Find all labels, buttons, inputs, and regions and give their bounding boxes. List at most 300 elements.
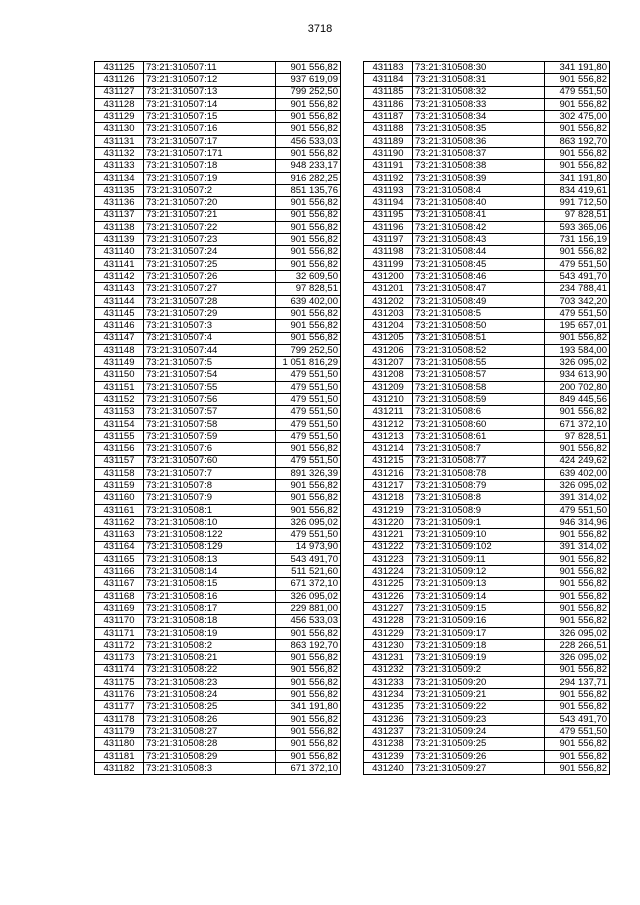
value-cell: 901 556,82 — [276, 123, 341, 135]
row-id-cell: 431222 — [364, 541, 413, 553]
row-id-cell: 431200 — [364, 271, 413, 283]
cadastral-number-cell: 73:21:310508:26 — [144, 713, 276, 725]
cadastral-number-cell: 73:21:310508:59 — [413, 394, 545, 406]
row-id-cell: 431139 — [95, 234, 144, 246]
table-row — [364, 307, 610, 319]
cadastral-number-cell: 73:21:310507:9 — [144, 492, 276, 504]
table-row — [95, 406, 341, 418]
value-cell: 901 556,82 — [276, 98, 341, 110]
table-row — [364, 246, 610, 258]
row-id-cell: 431145 — [95, 307, 144, 319]
value-cell: 456 533,03 — [276, 615, 341, 627]
value-cell: 934 613,90 — [545, 369, 610, 381]
cadastral-number-cell: 73:21:310507:54 — [144, 369, 276, 381]
row-id-cell: 431194 — [364, 197, 413, 209]
table-row — [95, 529, 341, 541]
cadastral-number-cell: 73:21:310508:23 — [144, 676, 276, 688]
value-cell: 543 491,70 — [276, 553, 341, 565]
cadastral-number-cell: 73:21:310508:5 — [413, 307, 545, 319]
cadastral-number-cell: 73:21:310508:39 — [413, 172, 545, 184]
table-row — [364, 74, 610, 86]
cadastral-number-cell: 73:21:310508:21 — [144, 652, 276, 664]
value-cell: 948 233,17 — [276, 160, 341, 172]
cadastral-number-cell: 73:21:310507:4 — [144, 332, 276, 344]
value-cell: 593 365,06 — [545, 221, 610, 233]
cadastral-number-cell: 73:21:310509:20 — [413, 676, 545, 688]
table-row — [95, 332, 341, 344]
table-row — [95, 689, 341, 701]
row-id-cell: 431236 — [364, 713, 413, 725]
value-cell: 863 192,70 — [276, 639, 341, 651]
value-cell: 326 095,02 — [545, 480, 610, 492]
table-row — [95, 750, 341, 762]
table-row — [364, 209, 610, 221]
row-id-cell: 431174 — [95, 664, 144, 676]
row-id-cell: 431207 — [364, 357, 413, 369]
table-row — [364, 590, 610, 602]
table-row — [95, 344, 341, 356]
cadastral-number-cell: 73:21:310507:55 — [144, 381, 276, 393]
cadastral-number-cell: 73:21:310509:27 — [413, 762, 545, 774]
value-cell: 543 491,70 — [545, 713, 610, 725]
table-row — [364, 234, 610, 246]
table-row — [95, 430, 341, 442]
row-id-cell: 431140 — [95, 246, 144, 258]
table-row — [364, 553, 610, 565]
value-cell: 229 881,00 — [276, 603, 341, 615]
cadastral-number-cell: 73:21:310508:45 — [413, 258, 545, 270]
table-row — [95, 418, 341, 430]
value-cell: 901 556,82 — [276, 676, 341, 688]
cadastral-number-cell: 73:21:310509:102 — [413, 541, 545, 553]
row-id-cell: 431180 — [95, 738, 144, 750]
row-id-cell: 431179 — [95, 726, 144, 738]
row-id-cell: 431202 — [364, 295, 413, 307]
cadastral-number-cell: 73:21:310509:18 — [413, 639, 545, 651]
value-cell: 901 556,82 — [545, 332, 610, 344]
value-cell: 901 556,82 — [276, 738, 341, 750]
value-cell: 901 556,82 — [276, 258, 341, 270]
cadastral-number-cell: 73:21:310508:4 — [413, 184, 545, 196]
row-id-cell: 431220 — [364, 516, 413, 528]
cadastral-number-cell: 73:21:310507:6 — [144, 443, 276, 455]
row-id-cell: 431231 — [364, 652, 413, 664]
row-id-cell: 431212 — [364, 418, 413, 430]
row-id-cell: 431147 — [95, 332, 144, 344]
value-cell: 326 095,02 — [545, 627, 610, 639]
table-row — [95, 553, 341, 565]
table-row — [364, 394, 610, 406]
row-id-cell: 431125 — [95, 62, 144, 74]
value-cell: 901 556,82 — [545, 246, 610, 258]
table-row — [95, 516, 341, 528]
row-id-cell: 431221 — [364, 529, 413, 541]
table-row — [364, 689, 610, 701]
value-cell: 901 556,82 — [276, 713, 341, 725]
value-cell: 294 137,71 — [545, 676, 610, 688]
table-row — [95, 590, 341, 602]
row-id-cell: 431175 — [95, 676, 144, 688]
row-id-cell: 431201 — [364, 283, 413, 295]
value-cell: 901 556,82 — [276, 209, 341, 221]
row-id-cell: 431184 — [364, 74, 413, 86]
value-cell: 901 556,82 — [545, 762, 610, 774]
table-row — [364, 738, 610, 750]
cadastral-number-cell: 73:21:310508:61 — [413, 430, 545, 442]
row-id-cell: 431240 — [364, 762, 413, 774]
cadastral-number-cell: 73:21:310507:7 — [144, 467, 276, 479]
table-row — [95, 221, 341, 233]
value-cell: 901 556,82 — [545, 553, 610, 565]
table-row — [95, 467, 341, 479]
cadastral-number-cell: 73:21:310507:3 — [144, 320, 276, 332]
row-id-cell: 431192 — [364, 172, 413, 184]
cadastral-number-cell: 73:21:310508:44 — [413, 246, 545, 258]
row-id-cell: 431195 — [364, 209, 413, 221]
value-cell: 97 828,51 — [276, 283, 341, 295]
row-id-cell: 431163 — [95, 529, 144, 541]
value-cell: 479 551,50 — [276, 529, 341, 541]
value-cell: 479 551,50 — [545, 86, 610, 98]
value-cell: 901 556,82 — [276, 221, 341, 233]
value-cell: 326 095,02 — [276, 590, 341, 602]
cadastral-number-cell: 73:21:310508:30 — [413, 62, 545, 74]
value-cell: 799 252,50 — [276, 344, 341, 356]
cadastral-number-cell: 73:21:310508:60 — [413, 418, 545, 430]
value-cell: 671 372,10 — [545, 418, 610, 430]
row-id-cell: 431141 — [95, 258, 144, 270]
table-row — [95, 307, 341, 319]
row-id-cell: 431215 — [364, 455, 413, 467]
cadastral-number-cell: 73:21:310509:25 — [413, 738, 545, 750]
table-row — [95, 98, 341, 110]
table-row — [364, 86, 610, 98]
cadastral-number-cell: 73:21:310508:35 — [413, 123, 545, 135]
cadastral-number-cell: 73:21:310508:13 — [144, 553, 276, 565]
row-id-cell: 431217 — [364, 480, 413, 492]
cadastral-number-cell: 73:21:310508:7 — [413, 443, 545, 455]
cadastral-number-cell: 73:21:310508:28 — [144, 738, 276, 750]
value-cell: 479 551,50 — [545, 307, 610, 319]
value-cell: 901 556,82 — [545, 406, 610, 418]
cadastral-number-cell: 73:21:310507:8 — [144, 480, 276, 492]
row-id-cell: 431153 — [95, 406, 144, 418]
value-cell: 424 249,62 — [545, 455, 610, 467]
row-id-cell: 431216 — [364, 467, 413, 479]
row-id-cell: 431150 — [95, 369, 144, 381]
cadastral-number-cell: 73:21:310509:21 — [413, 689, 545, 701]
table-row — [95, 62, 341, 74]
cadastral-number-cell: 73:21:310508:24 — [144, 689, 276, 701]
cadastral-number-cell: 73:21:310509:1 — [413, 516, 545, 528]
table-row — [364, 111, 610, 123]
table-row — [364, 271, 610, 283]
row-id-cell: 431235 — [364, 701, 413, 713]
row-id-cell: 431161 — [95, 504, 144, 516]
cadastral-number-cell: 73:21:310509:13 — [413, 578, 545, 590]
cadastral-number-cell: 73:21:310508:2 — [144, 639, 276, 651]
row-id-cell: 431189 — [364, 135, 413, 147]
table-row — [95, 726, 341, 738]
value-cell: 901 556,82 — [545, 74, 610, 86]
table-row — [95, 111, 341, 123]
value-cell: 901 556,82 — [545, 603, 610, 615]
table-row — [95, 209, 341, 221]
row-id-cell: 431156 — [95, 443, 144, 455]
value-cell: 901 556,82 — [276, 443, 341, 455]
row-id-cell: 431199 — [364, 258, 413, 270]
value-cell: 228 266,51 — [545, 639, 610, 651]
table-row — [364, 283, 610, 295]
value-cell: 901 556,82 — [276, 726, 341, 738]
value-cell: 901 556,82 — [276, 234, 341, 246]
row-id-cell: 431208 — [364, 369, 413, 381]
value-cell: 391 314,02 — [545, 492, 610, 504]
value-cell: 97 828,51 — [545, 209, 610, 221]
value-cell: 901 556,82 — [276, 664, 341, 676]
cadastral-number-cell: 73:21:310507:27 — [144, 283, 276, 295]
row-id-cell: 431148 — [95, 344, 144, 356]
value-cell: 193 584,00 — [545, 344, 610, 356]
table-row — [95, 639, 341, 651]
cadastral-number-cell: 73:21:310508:122 — [144, 529, 276, 541]
row-id-cell: 431191 — [364, 160, 413, 172]
table-row — [95, 258, 341, 270]
value-cell: 901 556,82 — [545, 148, 610, 160]
row-id-cell: 431205 — [364, 332, 413, 344]
row-id-cell: 431232 — [364, 664, 413, 676]
value-cell: 302 475,00 — [545, 111, 610, 123]
cadastral-number-cell: 73:21:310508:27 — [144, 726, 276, 738]
row-id-cell: 431190 — [364, 148, 413, 160]
cadastral-number-cell: 73:21:310508:6 — [413, 406, 545, 418]
cadastral-number-cell: 73:21:310508:77 — [413, 455, 545, 467]
value-cell: 901 556,82 — [545, 615, 610, 627]
cadastral-number-cell: 73:21:310507:2 — [144, 184, 276, 196]
row-id-cell: 431230 — [364, 639, 413, 651]
cadastral-number-cell: 73:21:310507:18 — [144, 160, 276, 172]
row-id-cell: 431146 — [95, 320, 144, 332]
value-cell: 901 556,82 — [545, 590, 610, 602]
cadastral-number-cell: 73:21:310508:1 — [144, 504, 276, 516]
table-row — [364, 676, 610, 688]
table-row — [95, 713, 341, 725]
row-id-cell: 431138 — [95, 221, 144, 233]
cadastral-number-cell: 73:21:310507:23 — [144, 234, 276, 246]
value-cell: 326 095,02 — [545, 357, 610, 369]
value-cell: 341 191,80 — [276, 701, 341, 713]
cadastral-number-cell: 73:21:310508:47 — [413, 283, 545, 295]
row-id-cell: 431176 — [95, 689, 144, 701]
value-cell: 479 551,50 — [545, 726, 610, 738]
table-row — [95, 123, 341, 135]
table-row — [364, 98, 610, 110]
row-id-cell: 431157 — [95, 455, 144, 467]
table-row — [95, 184, 341, 196]
row-id-cell: 431183 — [364, 62, 413, 74]
value-cell: 479 551,50 — [276, 369, 341, 381]
value-cell: 799 252,50 — [276, 86, 341, 98]
row-id-cell: 431237 — [364, 726, 413, 738]
row-id-cell: 431168 — [95, 590, 144, 602]
row-id-cell: 431135 — [95, 184, 144, 196]
row-id-cell: 431223 — [364, 553, 413, 565]
row-id-cell: 431211 — [364, 406, 413, 418]
cadastral-number-cell: 73:21:310508:58 — [413, 381, 545, 393]
value-cell: 901 556,82 — [276, 148, 341, 160]
table-row — [95, 603, 341, 615]
value-cell: 834 419,61 — [545, 184, 610, 196]
table-row — [364, 615, 610, 627]
row-id-cell: 431142 — [95, 271, 144, 283]
row-id-cell: 431130 — [95, 123, 144, 135]
row-id-cell: 431129 — [95, 111, 144, 123]
cadastral-number-cell: 73:21:310508:10 — [144, 516, 276, 528]
value-cell: 901 556,82 — [276, 689, 341, 701]
cadastral-number-cell: 73:21:310508:50 — [413, 320, 545, 332]
cadastral-number-cell: 73:21:310507:15 — [144, 111, 276, 123]
value-cell: 671 372,10 — [276, 578, 341, 590]
table-row — [364, 701, 610, 713]
value-cell: 479 551,50 — [276, 455, 341, 467]
table-row — [364, 160, 610, 172]
row-id-cell: 431137 — [95, 209, 144, 221]
table-row — [95, 172, 341, 184]
value-cell: 511 521,60 — [276, 566, 341, 578]
row-id-cell: 431154 — [95, 418, 144, 430]
table-row — [95, 480, 341, 492]
table-row — [95, 738, 341, 750]
value-cell: 901 556,82 — [276, 627, 341, 639]
cadastral-number-cell: 73:21:310507:19 — [144, 172, 276, 184]
row-id-cell: 431209 — [364, 381, 413, 393]
value-cell: 1 051 816,29 — [276, 357, 341, 369]
cadastral-number-cell: 73:21:310508:51 — [413, 332, 545, 344]
value-cell: 901 556,82 — [276, 504, 341, 516]
row-id-cell: 431149 — [95, 357, 144, 369]
table-row — [95, 320, 341, 332]
table-row — [95, 492, 341, 504]
cadastral-number-cell: 73:21:310508:18 — [144, 615, 276, 627]
value-cell: 391 314,02 — [545, 541, 610, 553]
row-id-cell: 431238 — [364, 738, 413, 750]
cadastral-number-cell: 73:21:310508:19 — [144, 627, 276, 639]
value-cell: 479 551,50 — [276, 430, 341, 442]
row-id-cell: 431234 — [364, 689, 413, 701]
value-cell: 671 372,10 — [276, 762, 341, 774]
table-row — [364, 123, 610, 135]
value-cell: 901 556,82 — [545, 750, 610, 762]
value-cell: 901 556,82 — [545, 566, 610, 578]
row-id-cell: 431177 — [95, 701, 144, 713]
cadastral-number-cell: 73:21:310507:29 — [144, 307, 276, 319]
table-row — [95, 664, 341, 676]
row-id-cell: 431151 — [95, 381, 144, 393]
row-id-cell: 431233 — [364, 676, 413, 688]
value-cell: 901 556,82 — [545, 738, 610, 750]
table-row — [95, 762, 341, 774]
cadastral-number-cell: 73:21:310507:16 — [144, 123, 276, 135]
value-cell: 901 556,82 — [545, 689, 610, 701]
value-cell: 901 556,82 — [545, 664, 610, 676]
row-id-cell: 431204 — [364, 320, 413, 332]
table-row — [95, 135, 341, 147]
cadastral-number-cell: 73:21:310508:36 — [413, 135, 545, 147]
value-cell: 14 973,90 — [276, 541, 341, 553]
cadastral-number-cell: 73:21:310508:31 — [413, 74, 545, 86]
row-id-cell: 431162 — [95, 516, 144, 528]
row-id-cell: 431127 — [95, 86, 144, 98]
table-row — [364, 726, 610, 738]
row-id-cell: 431188 — [364, 123, 413, 135]
row-id-cell: 431159 — [95, 480, 144, 492]
cadastral-number-cell: 73:21:310507:58 — [144, 418, 276, 430]
row-id-cell: 431210 — [364, 394, 413, 406]
value-cell: 901 556,82 — [276, 750, 341, 762]
table-row — [95, 160, 341, 172]
table-row — [364, 221, 610, 233]
cadastral-number-cell: 73:21:310508:9 — [413, 504, 545, 516]
value-cell: 849 445,56 — [545, 394, 610, 406]
value-cell: 901 556,82 — [276, 652, 341, 664]
table-row — [364, 516, 610, 528]
row-id-cell: 431155 — [95, 430, 144, 442]
table-row — [95, 394, 341, 406]
row-id-cell: 431132 — [95, 148, 144, 160]
value-cell: 326 095,02 — [276, 516, 341, 528]
row-id-cell: 431187 — [364, 111, 413, 123]
row-id-cell: 431160 — [95, 492, 144, 504]
value-cell: 901 556,82 — [545, 701, 610, 713]
table-row — [95, 148, 341, 160]
table-row — [364, 455, 610, 467]
cadastral-number-cell: 73:21:310507:14 — [144, 98, 276, 110]
table-row — [95, 578, 341, 590]
table-row — [95, 504, 341, 516]
table-row — [95, 701, 341, 713]
cadastral-number-cell: 73:21:310509:16 — [413, 615, 545, 627]
table-row — [364, 381, 610, 393]
cadastral-number-cell: 73:21:310509:10 — [413, 529, 545, 541]
row-id-cell: 431126 — [95, 74, 144, 86]
table-row — [364, 762, 610, 774]
table-row — [364, 652, 610, 664]
cadastral-number-cell: 73:21:310508:14 — [144, 566, 276, 578]
table-row — [364, 320, 610, 332]
cadastral-number-cell: 73:21:310508:33 — [413, 98, 545, 110]
row-id-cell: 431173 — [95, 652, 144, 664]
cadastral-number-cell: 73:21:310507:20 — [144, 197, 276, 209]
table-row — [364, 603, 610, 615]
cadastral-number-cell: 73:21:310508:8 — [413, 492, 545, 504]
row-id-cell: 431158 — [95, 467, 144, 479]
cadastral-number-cell: 73:21:310508:32 — [413, 86, 545, 98]
cadastral-number-cell: 73:21:310508:43 — [413, 234, 545, 246]
table-row — [364, 627, 610, 639]
table-row — [364, 172, 610, 184]
row-id-cell: 431225 — [364, 578, 413, 590]
row-id-cell: 431228 — [364, 615, 413, 627]
value-cell: 901 556,82 — [545, 578, 610, 590]
cadastral-number-cell: 73:21:310507:11 — [144, 62, 276, 74]
cadastral-number-cell: 73:21:310508:22 — [144, 664, 276, 676]
cadastral-number-cell: 73:21:310507:5 — [144, 357, 276, 369]
value-cell: 901 556,82 — [276, 246, 341, 258]
value-cell: 991 712,50 — [545, 197, 610, 209]
table-row — [95, 381, 341, 393]
table-row — [364, 492, 610, 504]
table-row — [95, 283, 341, 295]
